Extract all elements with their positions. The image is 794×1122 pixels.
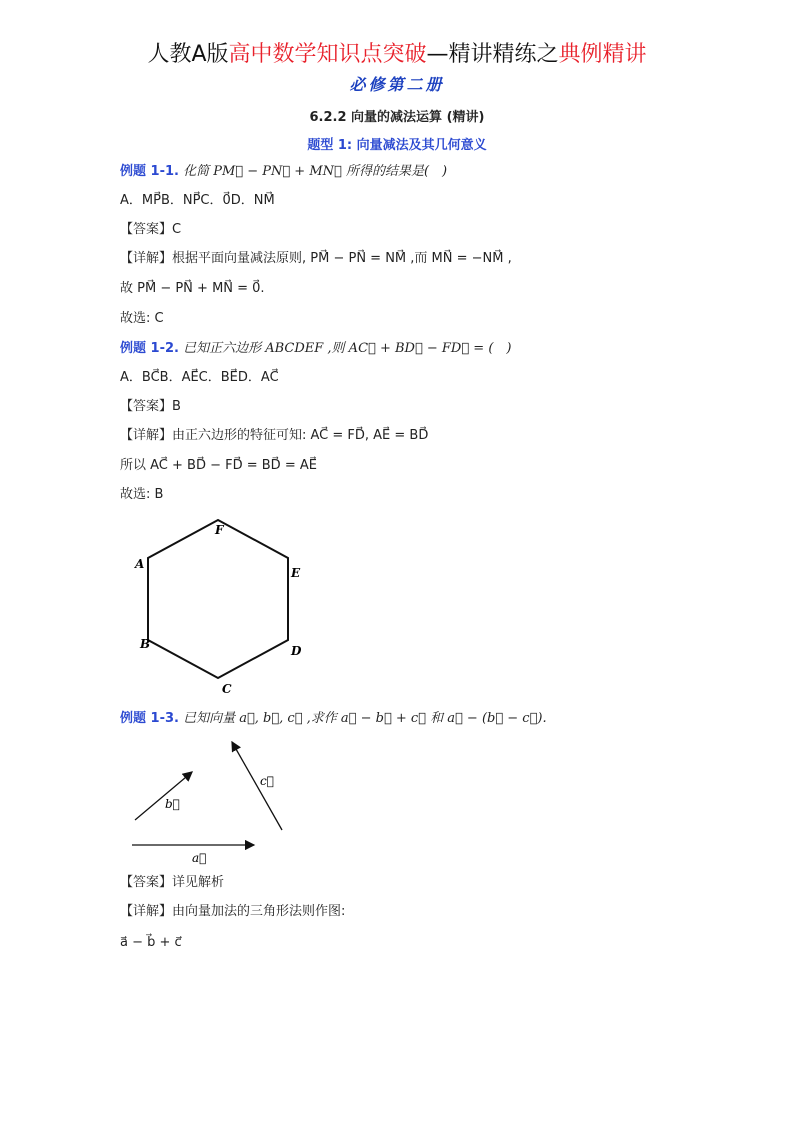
- header-part-1: 人教A版: [147, 42, 229, 67]
- example-2-options: A．BC⃗B．AE⃗C．BE⃗D．AC⃗: [120, 370, 279, 385]
- vector-a-label: a⃗: [192, 851, 207, 865]
- hexagon-outline: [148, 520, 288, 678]
- example-1-options: A．MP⃗B．NP⃗C．0⃗D．NM⃗: [120, 193, 275, 208]
- document-subtitle: 必修第二册: [349, 75, 445, 94]
- example-2-choice: 故选: B: [120, 487, 164, 502]
- example-3-answer: 【答案】详见解析: [120, 875, 225, 890]
- document-header: [0, 40, 794, 70]
- example-2-question: 已知正六边形 ABCDEF ,则 AC⃗ + BD⃗ − FD⃗ = ( ): [183, 341, 512, 356]
- example-3-question-line: [120, 710, 547, 728]
- vector-b-arrow: [135, 772, 192, 820]
- example-3-detail-1: 【详解】由向量加法的三角形法则作图:: [120, 904, 346, 919]
- example-2-question-line: [120, 340, 511, 358]
- example-3-label: 例题 1-3.: [120, 711, 179, 726]
- example-1-label: 例题 1-1.: [120, 164, 179, 179]
- example-1-detail-1: 【详解】根据平面向量减法原则, PM⃗ − PN⃗ = NM⃗ ,而 MN⃗ = −NM⃗ ,: [120, 251, 512, 266]
- example-3-question: 已知向量 a⃗, b⃗, c⃗ ,求作 a⃗ − b⃗ + c⃗ 和 a⃗ − (b⃗ − c⃗).: [183, 711, 547, 726]
- hexagon-label-e: E: [291, 566, 301, 580]
- header-part-2: 高中数学知识点突破: [228, 42, 427, 67]
- hexagon-label-b: B: [140, 637, 151, 651]
- example-2-detail-1: 【详解】由正六边形的特征可知: AC⃗ = FD⃗, AE⃗ = BD⃗: [120, 428, 429, 443]
- example-2-detail-2: 所以 AC⃗ + BD⃗ − FD⃗ = BD⃗ = AE⃗: [120, 458, 317, 473]
- hexagon-label-a: A: [135, 557, 145, 571]
- header-part-4: 典例精讲: [558, 42, 647, 67]
- example-1-question: 化简 PM⃗ − PN⃗ + MN⃗ 所得的结果是( ): [183, 164, 448, 179]
- example-1-detail-2: 故 PM⃗ − PN⃗ + MN⃗ = 0⃗.: [120, 281, 265, 296]
- hexagon-label-f: F: [215, 523, 224, 537]
- example-2-answer: 【答案】B: [120, 399, 181, 414]
- hexagon-label-c: C: [222, 682, 232, 696]
- vector-c-label: c⃗: [260, 774, 274, 788]
- topic-title: 题型 1: 向量减法及其几何意义: [307, 138, 487, 153]
- example-1-choice: 故选: C: [120, 311, 164, 326]
- hexagon-label-d: D: [291, 644, 302, 658]
- section-title: 6.2.2 向量的减法运算 (精讲): [309, 110, 485, 125]
- header-part-3: —精讲精练之: [426, 42, 559, 67]
- example-2-label: 例题 1-2.: [120, 341, 179, 356]
- vectors-figure: [120, 730, 300, 870]
- example-1-answer: 【答案】C: [120, 222, 182, 237]
- hexagon-figure: [120, 510, 320, 700]
- example-3-detail-2: a⃗ − b⃗ + c⃗: [120, 935, 182, 950]
- vector-c-arrow: [232, 742, 282, 830]
- example-1-question-line: [120, 163, 447, 181]
- vector-b-label: b⃗: [165, 797, 180, 811]
